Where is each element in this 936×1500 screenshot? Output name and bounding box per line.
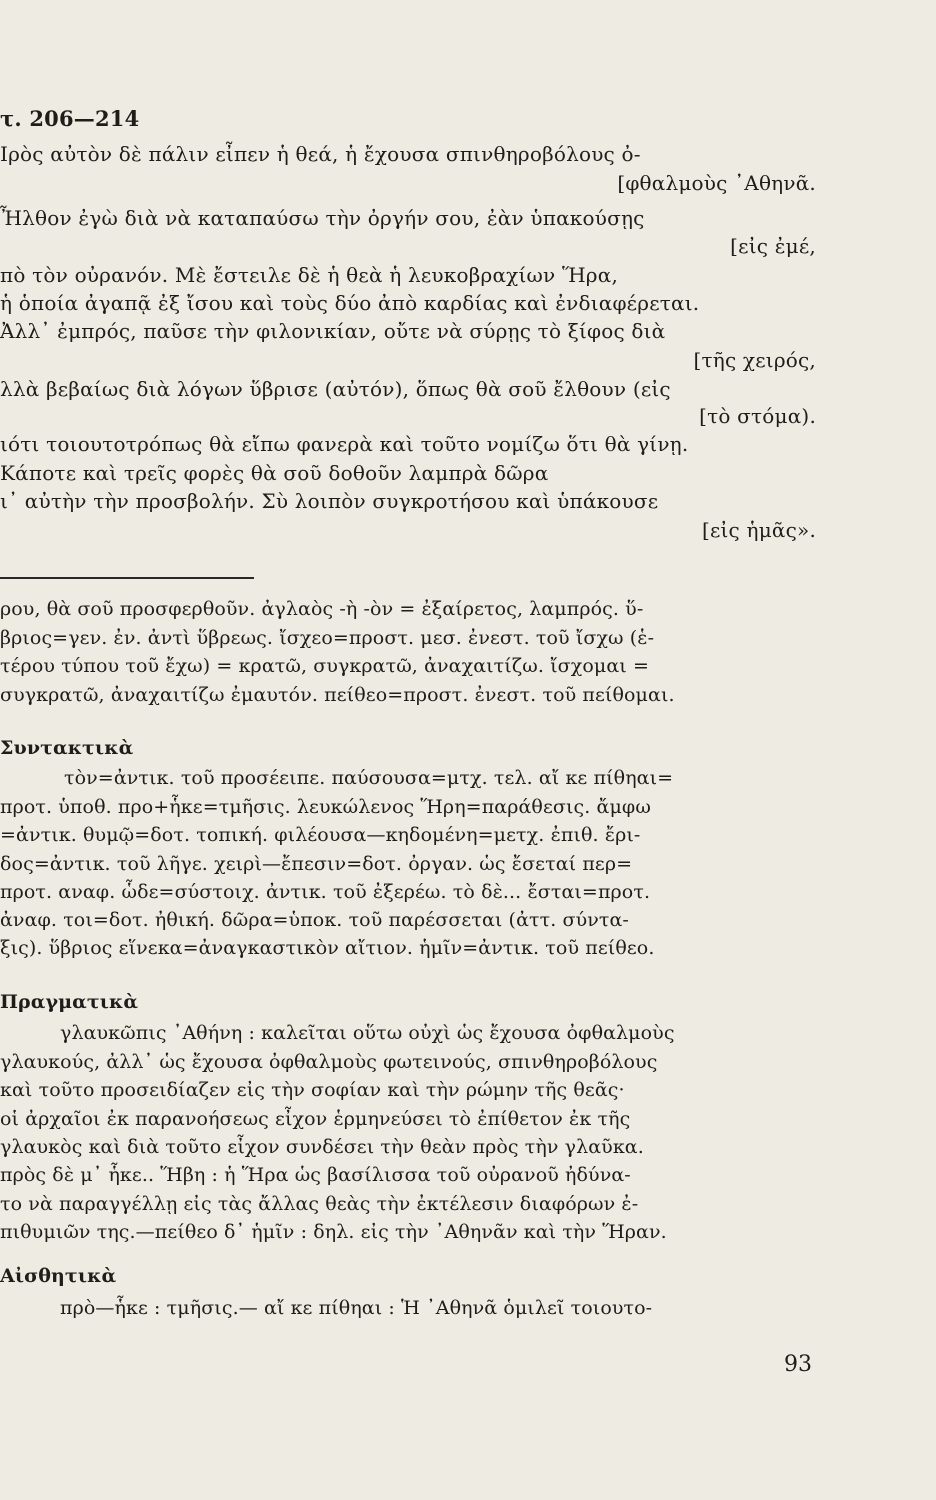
verse-range-header: τ. 206—214	[0, 106, 140, 131]
verse-line: ιότι τοιουτοτρόπως θὰ εἴπω φανερὰ καὶ τοῦτο νομίζω ὅτι θὰ γίνῃ.	[0, 432, 689, 456]
verse-line: Ἦλθον ἐγὼ διὰ νὰ καταπαύσω τὴν ὀργήν σου, ἐὰν ὑπακούσῃς	[0, 206, 645, 230]
section-line: προτ. ὑποθ. προ+ἧκε=τμῆσις. λευκώλενος Ἥρη=παράθεσις. ἄμφω	[0, 796, 651, 818]
verse-line: [εἰς ἐμέ,	[730, 234, 816, 258]
section-line: ἀναφ. τοι=δοτ. ἠθική. δῶρα=ὑποκ. τοῦ παρέσσεται (ἀττ. σύντα-	[0, 909, 629, 931]
verse-line: ἡ ὁποία ἀγαπᾷ ἐξ ἴσου καὶ τοὺς δύο ἀπὸ καρδίας καὶ ἐνδιαφέρεται.	[0, 291, 700, 315]
verse-line: Ἀλλ᾿ ἐμπρός, παῦσε τὴν φιλονικίαν, οὔτε νὰ σύρῃς τὸ ξίφος διὰ	[0, 319, 666, 343]
verse-line: ι᾿ αὐτὴν τὴν προσβολήν. Σὺ λοιπὸν συγκροτήσου καὶ ὑπάκουσε	[0, 489, 659, 513]
verse-line: λλὰ βεβαίως διὰ λόγων ὕβρισε (αὐτόν), ὅπως θὰ σοῦ ἔλθουν (εἰς	[0, 377, 671, 401]
section-line: το νὰ παραγγέλλῃ εἰς τὰς ἄλλας θεὰς τὴν ἐκτέλεσιν διαφόρων ἐ-	[0, 1193, 639, 1215]
section-line: ξις). ὕβριος εἵνεκα=ἀναγκαστικὸν αἴτιον. ἡμῖν=ἀντικ. τοῦ πείθεο.	[0, 937, 655, 959]
section-line: =ἀντικ. θυμῷ=δοτ. τοπική. φιλέουσα—κηδομένη=μετχ. ἐπιθ. ἔρι-	[0, 824, 641, 846]
verse-line: Ιρὸς αὐτὸν δὲ πάλιν εἶπεν ἡ θεά, ἡ ἔχουσα σπινθηροβόλους ὀ-	[0, 142, 641, 166]
section-line: δος=ἀντικ. τοῦ λῆγε. χειρὶ—ἔπεσιν=δοτ. ὀργαν. ὡς ἔσεταί περ=	[0, 853, 633, 875]
section-line: πρὸς δὲ μ᾿ ἧκε.. Ἥβη : ἡ Ἥρα ὡς βασίλισσα τοῦ οὐρανοῦ ἠδύνα-	[0, 1164, 631, 1186]
verse-line: [εἰς ἡμᾶς».	[701, 518, 816, 542]
verse-line: Κάποτε καὶ τρεῖς φορὲς θὰ σοῦ δοθοῦν λαμπρὰ δῶρα	[0, 461, 549, 485]
verse-line: [τὸ στόμα).	[699, 404, 816, 428]
section-line: πρὸ—ἧκε : τμῆσις.— αἴ κε πίθηαι : Ἡ ᾿Αθηνᾶ ὁμιλεῖ τοιουτο-	[60, 1297, 653, 1319]
section-line: καὶ τοῦτο προσειδίαζεν εἰς τὴν σοφίαν καὶ τὴν ρώμην τῆς θεᾶς·	[0, 1079, 625, 1101]
verse-line: πὸ τὸν οὐρανόν. Μὲ ἔστειλε δὲ ἡ θεὰ ἡ λευκοβραχίων Ἥρα,	[0, 263, 619, 287]
verse-line: [τῆς χειρός,	[693, 348, 816, 372]
section-heading: Πραγματικὰ	[0, 991, 139, 1013]
footnote-divider	[0, 577, 254, 579]
section-line: γλαυκούς, ἀλλ᾿ ὡς ἔχουσα ὀφθαλμοὺς φωτεινούς, σπινθηροβόλους	[0, 1051, 658, 1073]
note-line: ρου, θὰ σοῦ προσφερθοῦν. ἀγλαὸς -ὴ -ὸν = ἐξαίρετος, λαμπρός. ὕ-	[0, 598, 644, 620]
note-line: βριος=γεν. ἐν. ἀντὶ ὕβρεως. ἴσχεο=προστ. μεσ. ἐνεστ. τοῦ ἴσχω (ἑ-	[0, 627, 655, 649]
section-line: οἱ ἀρχαῖοι ἐκ παρανοήσεως εἶχον ἑρμηνεύσει τὸ ἐπίθετον ἐκ τῆς	[0, 1108, 631, 1130]
section-heading: Συντακτικὰ	[0, 737, 134, 759]
section-line: γλαυκὸς καὶ διὰ τοῦτο εἶχον συνδέσει τὴν θεὰν πρὸς τὴν γλαῦκα.	[0, 1136, 644, 1158]
section-line: πιθυμιῶν της.—πείθεο δ᾿ ἡμῖν : δηλ. εἰς τὴν ᾿Αθηνᾶν καὶ τὴν Ἥραν.	[0, 1221, 667, 1243]
note-line: συγκρατῶ, ἀναχαιτίζω ἐμαυτόν. πείθεο=προστ. ἐνεστ. τοῦ πείθομαι.	[0, 684, 675, 706]
section-heading: Αἰσθητικὰ	[0, 1265, 117, 1287]
note-line: τέρου τύπου τοῦ ἔχω) = κρατῶ, συγκρατῶ, ἀναχαιτίζω. ἴσχομαι =	[0, 655, 649, 677]
page-number: 93	[784, 1352, 812, 1377]
section-line: γλαυκῶπις ᾿Αθήνη : καλεῖται οὕτω οὐχὶ ὡς ἔχουσα ὀφθαλμοὺς	[60, 1022, 675, 1044]
section-line: προτ. αναφ. ὧδε=σύστοιχ. ἀντικ. τοῦ ἐξερέω. τὸ δὲ... ἔσται=προτ.	[0, 881, 651, 903]
section-line: τὸν=ἀντικ. τοῦ προσέειπε. παύσουσα=μτχ. τελ. αἴ κε πίθηαι=	[64, 767, 674, 789]
verse-line: [φθαλμοὺς ᾿Αθηνᾶ.	[617, 171, 816, 195]
